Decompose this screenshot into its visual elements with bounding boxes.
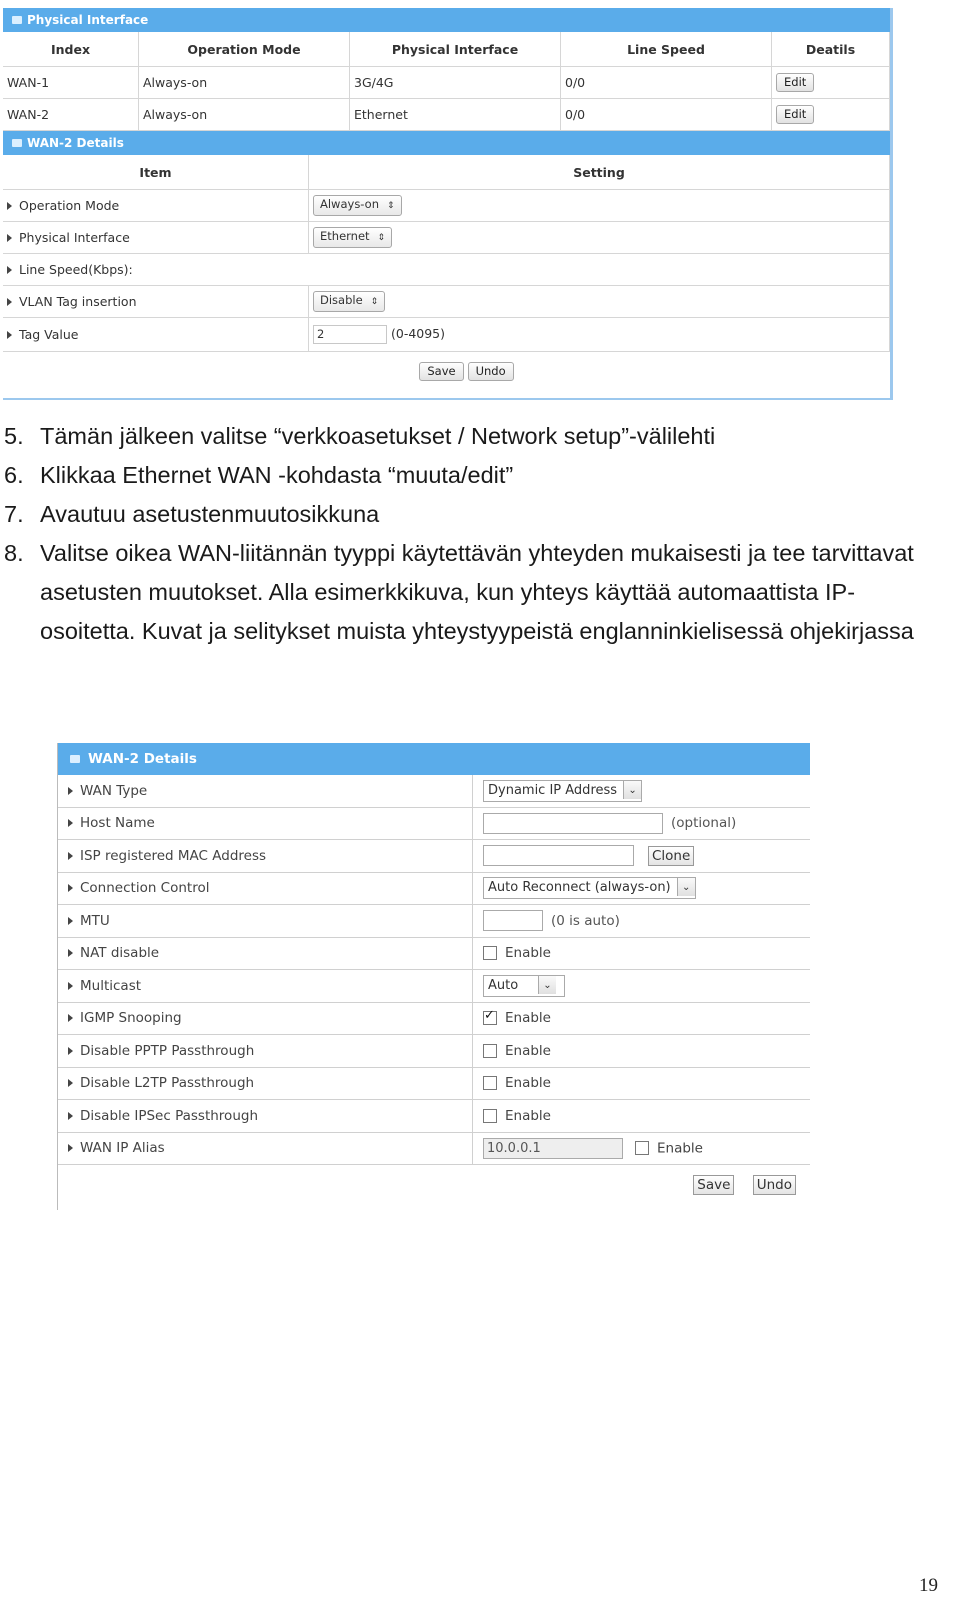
igmp-snooping-checkbox[interactable]	[483, 1011, 497, 1025]
wan2-details-screenshot	[57, 743, 810, 1210]
physical-interface-header	[3, 8, 890, 32]
undo-button[interactable]: Undo	[468, 362, 514, 381]
list-item: 7. Avautuu asetustenmuutosikkuna	[4, 501, 380, 527]
bullet-triangle-icon	[7, 234, 12, 242]
l2tp-row: Disable L2TP Passthrough Enable	[58, 1067, 810, 1100]
cell-action	[772, 67, 890, 99]
col-line-speed: Line Speed	[561, 32, 772, 67]
bullet-triangle-icon	[68, 1079, 73, 1087]
nat-row: NAT disable Enable	[58, 937, 810, 970]
bullet-triangle-icon	[68, 917, 73, 925]
pptp-checkbox[interactable]	[483, 1044, 497, 1058]
host-name-input[interactable]	[483, 813, 663, 834]
bullet-triangle-icon	[68, 1047, 73, 1055]
ipsec-checkbox[interactable]	[483, 1109, 497, 1123]
instruction-steps	[0, 417, 940, 651]
shot1-actions	[3, 352, 890, 381]
wan2-settings-table	[58, 775, 810, 1165]
edit-wan1-button[interactable]: Edit	[776, 73, 814, 92]
wan2-details-header	[3, 131, 890, 155]
bullet-triangle-icon	[7, 331, 12, 339]
l2tp-checkbox[interactable]	[483, 1076, 497, 1090]
list-item: 6. Klikkaa Ethernet WAN -kohdasta “muuta/edit”	[4, 462, 514, 488]
col-details: Deatils	[772, 32, 890, 67]
col-item: Item	[3, 155, 309, 190]
tag-value-row	[3, 318, 890, 352]
cell-index: WAN-1	[3, 67, 139, 99]
col-operation-mode: Operation Mode	[139, 32, 350, 67]
bullet-triangle-icon	[68, 1144, 73, 1152]
wan-ip-alias-checkbox[interactable]	[635, 1141, 649, 1155]
mtu-hint: (0 is auto)	[551, 912, 620, 929]
bullet-triangle-icon	[68, 1014, 73, 1022]
wan-type-select[interactable]: Dynamic IP Address ⌄	[483, 780, 642, 802]
connection-control-select[interactable]: Auto Reconnect (always-on) ⌄	[483, 877, 696, 899]
tag-value-input[interactable]: 2	[313, 325, 387, 344]
cell-mode: Always-on	[139, 67, 350, 99]
wan2-details-header	[58, 743, 810, 775]
table-row	[3, 67, 890, 99]
tag-range-hint: (0-4095)	[390, 326, 446, 341]
list-item: 8. Valitse oikea WAN-liitännän tyyppi käytettävän yhteyden mukaisesti ja tee tarvittavat asetusten muutokset. Alla esimerkkikuva, kun yhteys käyttää automaattista IP-osoitetta. Kuvat ja selitykset muista yhteystyypeistä englanninkielisessä ohjekirjassa	[4, 540, 914, 644]
mtu-row: MTU (0 is auto)	[58, 905, 810, 938]
line-speed-label: Line Speed(Kbps):	[19, 262, 133, 277]
cell-speed: 0/0	[561, 99, 772, 131]
cell-index: WAN-2	[3, 99, 139, 131]
nat-disable-checkbox[interactable]	[483, 946, 497, 960]
panel-icon	[12, 16, 22, 24]
line-speed-row	[3, 254, 890, 286]
col-index: Index	[3, 32, 139, 67]
wan2-details-title: WAN-2 Details	[88, 751, 197, 767]
operation-mode-select[interactable]: Always-on ⇕	[313, 195, 402, 216]
chevron-down-icon: ⌄	[677, 878, 695, 896]
bullet-triangle-icon	[7, 266, 12, 274]
multicast-row: Multicast Auto ⌄	[58, 970, 810, 1003]
bullet-triangle-icon	[7, 202, 12, 210]
col-physical-interface: Physical Interface	[350, 32, 561, 67]
operation-mode-row	[3, 190, 890, 222]
shot2-actions	[58, 1165, 810, 1195]
bullet-triangle-icon	[68, 852, 73, 860]
physical-interface-label: Physical Interface	[19, 230, 130, 245]
bullet-triangle-icon	[68, 787, 73, 795]
table-row	[3, 99, 890, 131]
edit-wan2-button[interactable]: Edit	[776, 105, 814, 124]
vlan-label: VLAN Tag insertion	[19, 294, 137, 309]
wan-type-row: WAN Type Dynamic IP Address ⌄	[58, 775, 810, 807]
list-item: 5. Tämän jälkeen valitse “verkkoasetukset / Network setup”-välilehti	[4, 423, 716, 449]
tag-value-label: Tag Value	[19, 327, 79, 342]
panel-icon	[12, 139, 22, 147]
chevron-down-icon: ⌄	[538, 976, 556, 994]
bullet-triangle-icon	[68, 949, 73, 957]
bullet-triangle-icon	[7, 298, 12, 306]
clone-button[interactable]: Clone	[648, 846, 694, 866]
cell-mode: Always-on	[139, 99, 350, 131]
physical-interface-screenshot	[3, 8, 893, 400]
connection-control-row: Connection Control Auto Reconnect (always-on) ⌄	[58, 872, 810, 905]
wan2-details-table	[3, 155, 890, 352]
vlan-select[interactable]: Disable ⇕	[313, 291, 385, 312]
multicast-select[interactable]: Auto ⌄	[483, 975, 565, 997]
panel-icon	[70, 755, 80, 763]
chevron-down-icon: ⌄	[623, 781, 641, 799]
physical-interface-table	[3, 32, 890, 131]
updown-arrow-icon: ⇕	[377, 233, 386, 243]
igmp-row: IGMP Snooping ✓ Enable	[58, 1002, 810, 1035]
cell-iface: Ethernet	[350, 99, 561, 131]
vlan-row	[3, 286, 890, 318]
wan-ip-alias-row: WAN IP Alias 10.0.0.1 Enable	[58, 1132, 810, 1165]
pptp-row: Disable PPTP Passthrough Enable	[58, 1035, 810, 1068]
bullet-triangle-icon	[68, 884, 73, 892]
save-button[interactable]: Save	[419, 362, 463, 381]
mac-address-input[interactable]	[483, 845, 634, 866]
page-number: 19	[919, 1575, 938, 1596]
cell-speed: 0/0	[561, 67, 772, 99]
wan-ip-alias-input[interactable]: 10.0.0.1	[483, 1138, 623, 1159]
mac-row: ISP registered MAC Address Clone	[58, 840, 810, 873]
physical-interface-row	[3, 222, 890, 254]
updown-arrow-icon: ⇕	[387, 201, 395, 211]
wan2-details-title: WAN-2 Details	[27, 136, 124, 150]
updown-arrow-icon: ⇕	[370, 297, 379, 307]
undo-button[interactable]: Undo	[753, 1175, 796, 1195]
bullet-triangle-icon	[68, 819, 73, 827]
save-button[interactable]: Save	[693, 1175, 734, 1195]
cell-iface: 3G/4G	[350, 67, 561, 99]
bullet-triangle-icon	[68, 1112, 73, 1120]
operation-mode-label: Operation Mode	[19, 198, 120, 213]
cell-action	[772, 99, 890, 131]
physical-interface-select[interactable]: Ethernet ⇕	[313, 227, 392, 248]
col-setting: Setting	[309, 155, 890, 190]
ipsec-row: Disable IPSec Passthrough Enable	[58, 1100, 810, 1133]
bullet-triangle-icon	[68, 982, 73, 990]
host-name-hint: (optional)	[671, 815, 737, 832]
mtu-input[interactable]	[483, 910, 543, 931]
host-name-row: Host Name (optional)	[58, 807, 810, 840]
physical-interface-title: Physical Interface	[27, 13, 149, 27]
